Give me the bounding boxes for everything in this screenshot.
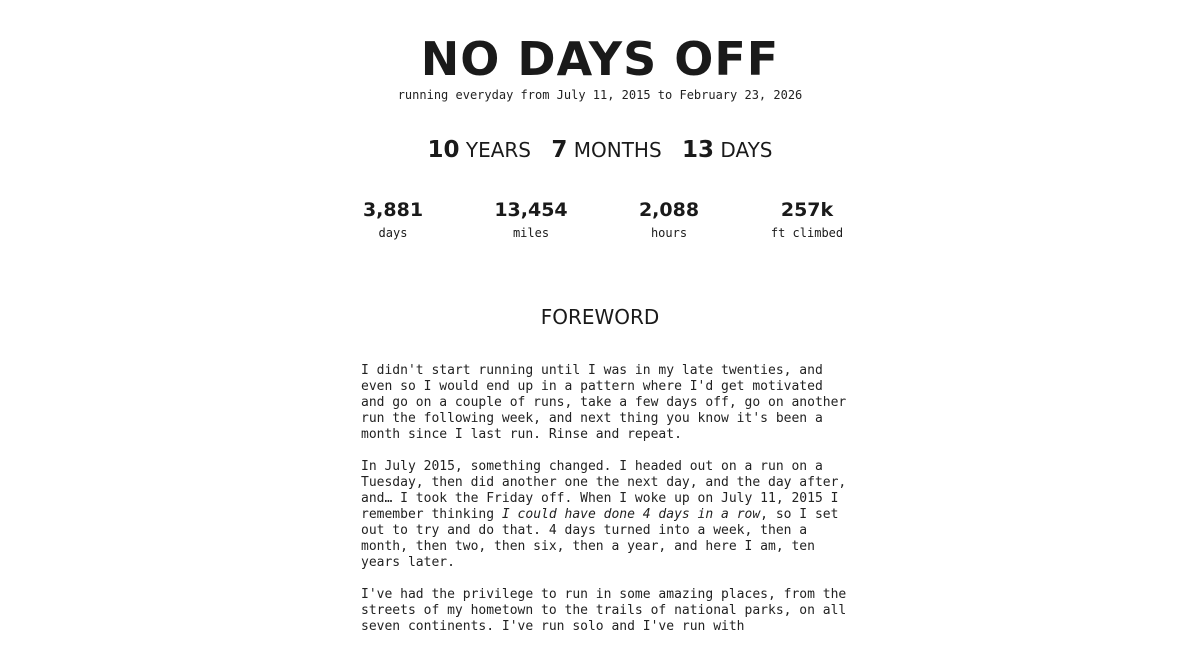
stat-miles <box>462 197 600 241</box>
stat-label: hours <box>650 226 688 240</box>
duration-years <box>428 136 532 164</box>
duration-days <box>682 136 772 164</box>
page-title: NO DAYS OFF <box>420 32 780 86</box>
duration-years-value: 10 <box>427 137 460 163</box>
stat-value: 2,088 <box>638 199 700 221</box>
stat-ft-climbed <box>738 197 876 241</box>
foreword-heading: FOREWORD <box>540 305 660 329</box>
foreword-paragraph-3: I've had the privilege to run in some amazing places, from the streets of my hometown to the trails of national parks, on all seven continents. I've run solo and I've run with <box>361 587 847 634</box>
duration-years-unit: YEARS <box>465 138 532 162</box>
stat-label: miles <box>512 226 550 240</box>
stat-value: 3,881 <box>362 199 424 221</box>
stat-value: 13,454 <box>494 199 568 221</box>
duration-months <box>551 136 661 164</box>
foreword-paragraph-2 <box>361 459 851 571</box>
duration-months-value: 7 <box>551 137 568 163</box>
stat-days <box>324 197 462 241</box>
stat-hours <box>600 197 738 241</box>
foreword-paragraph-1: I didn't start running until I was in my late twenties, and even so I would end up in a pattern where I'd get motivated and go on a couple of runs, take a few days off, go on another run the following week, and next thing you know it's been a month since I last run. Rinse and repeat. <box>361 363 847 442</box>
page-subtitle: running everyday from July 11, 2015 to February 23, 2026 <box>397 88 803 102</box>
streak-duration <box>0 136 1200 164</box>
foreword-paragraph-2-start: In July 2015, something changed. I headed out on a run on a Tuesday, then did another one the next day, and the day after, and… I took the Friday off. When I woke up on July 11, 2015 I remember thinking <box>361 459 847 522</box>
foreword-paragraph-2-end: , so I set out to try and do that. 4 days turned into a week, then a month, then two, then six, then a year, and here I am, ten years later. <box>361 507 839 570</box>
stat-label: days <box>378 226 408 240</box>
stat-label: ft climbed <box>770 226 844 240</box>
duration-days-value: 13 <box>682 137 715 163</box>
foreword-paragraph-2-emphasis: I could have done 4 days in a row <box>501 507 761 522</box>
duration-months-unit: MONTHS <box>573 138 662 162</box>
duration-days-unit: DAYS <box>720 138 773 162</box>
foreword-body <box>361 363 851 651</box>
stat-value: 257k <box>780 199 834 221</box>
stats-row <box>324 197 876 241</box>
